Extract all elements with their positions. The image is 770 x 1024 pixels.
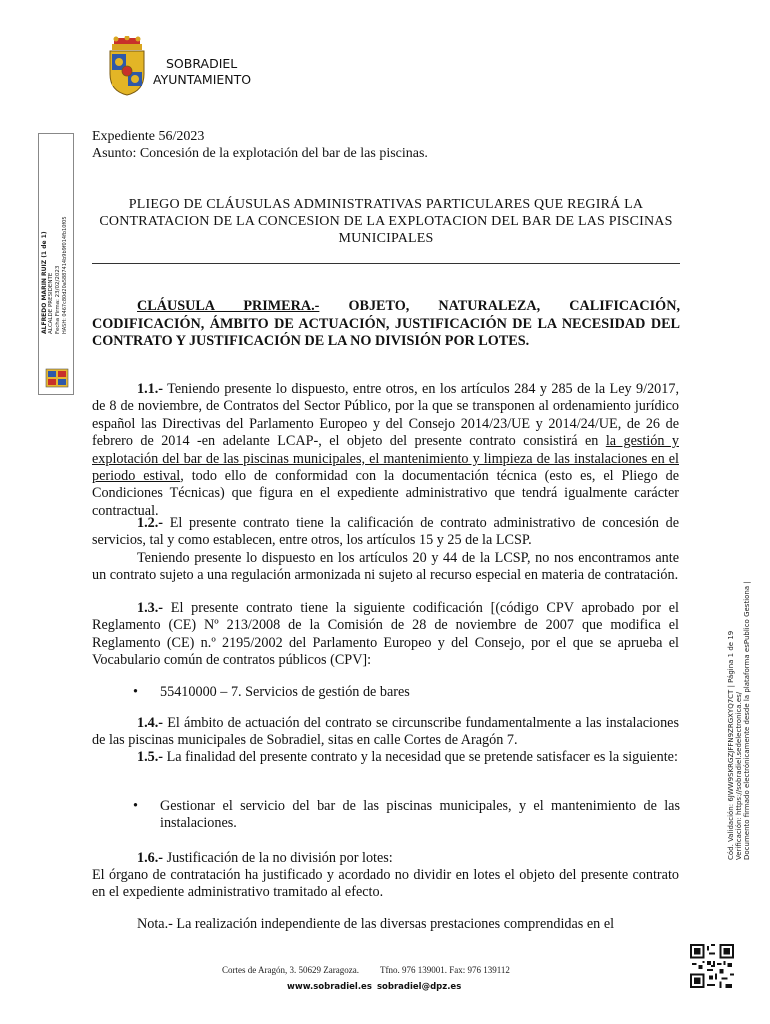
paragraph-number: 1.5.- (137, 749, 164, 765)
bullet-glyph: • (133, 798, 138, 814)
paragraph-text: El presente contrato tiene la calificación de contrato administrativo de concesión de servicios, tal y como establecen, entre otros, los artículos 15 y 25 de la LCSP. (92, 515, 679, 549)
stamp-hash: HASH: 0467c80d20a5887414b9b9f014fb10f05 (62, 216, 68, 334)
stamp-date: Fecha Firma: 23/02/2023 (55, 265, 61, 334)
paragraph-text: Justificación de la no división por lotes: (163, 850, 393, 866)
paragraph-1-6-b: El órgano de contratación ha justificado y acordado no dividir en lotes el objeto del presente contrato en el expediente administrativo tramitado al efecto. (92, 867, 679, 901)
paragraph-text: El presente contrato tiene la siguiente codificación [(código CPV aprobado por el Reglamento (CE) Nº 213/2008 de la Comisión de 28 de noviembre de 2007 que modifica el Reglamento (CE) n.º 2195/2002 del Parlamento Europeo y del Consejo, por el que se aprueba el Vocabulario común de contratos públicos (CPV]: (92, 600, 679, 669)
coat-of-arms-logo (104, 36, 150, 96)
title-divider (92, 263, 680, 264)
paragraph-number: 1.4.- (137, 715, 164, 731)
org-subname: AYUNTAMIENTO (153, 72, 252, 87)
paragraph-text: La finalidad del presente contrato y la necesidad que se pretende satisfacer es la siguiente: (163, 749, 678, 765)
bullet-glyph: • (133, 684, 138, 700)
clause-heading (92, 298, 680, 351)
paragraph-1-2 (92, 515, 679, 550)
paragraph-1-1 (92, 381, 679, 520)
stamp-signer: ALFREDO MARIN RUIZ (1 de 1) (41, 231, 48, 334)
paragraph-text: Teniendo presente lo dispuesto, entre otros, en los artículos 284 y 285 de la Ley 9/2017, de 8 de noviembre, de Contratos del Sector Público, por la que se transponen al ordenamiento jurídico español las Directivas del Parlamento Europeo y del Consejo 2014/23/UE y 2014/24/UE, de 26 de febrero de 2014 -en adelante LCAP-, el objeto del presente contrato consistirá en (92, 381, 679, 450)
paragraph-number: 1.2.- (137, 515, 164, 531)
paragraph-1-6 (92, 850, 679, 867)
qr-code (690, 944, 734, 993)
footer-email-link[interactable]: sobradiel@dpz.es (377, 982, 462, 992)
purpose-item: Gestionar el servicio del bar de las piscinas municipales, y el mantenimiento de las instalaciones. (160, 798, 680, 832)
stamp-role: ALCALDE PRESIDENTE (48, 272, 54, 334)
paragraph-number: 1.1.- (137, 381, 164, 397)
paragraph-number: 1.3.- (137, 600, 164, 616)
paragraph-text: El ámbito de actuación del contrato se circunscribe fundamentalmente a las instalaciones de las piscinas municipales de Sobradiel, sitas en calle Cortes de Aragón 7. (92, 715, 679, 749)
paragraph-text: , todo ello de conformidad con la documentación técnica (esto es, el Pliego de Condiciones Técnicas) que figura en el expediente administrativo que tendrá igualmente carácter contractual. (92, 468, 679, 519)
subject-line: Asunto: Concesión de la explotación del bar de las piscinas. (92, 146, 428, 161)
paragraph-1-5 (92, 749, 679, 766)
footer-address: Cortes de Aragón, 3. 50629 Zaragoza. (222, 965, 359, 975)
contract-object-text: la gestión y explotación del bar de las piscinas municipales, el mantenimiento y limpieza de las instalaciones en el periodo estival (92, 433, 679, 485)
paragraph-1-2-b: Teniendo presente lo dispuesto en los artículos 20 y 44 de la LCSP, no nos encontramos ante un contrato sujeto a una regulación armonizada ni sujeto al recurso especial en materia de contratación. (92, 550, 679, 584)
footer-phone: Tfno. 976 139001. Fax: 976 139112 (380, 965, 510, 975)
paragraph-1-4 (92, 715, 679, 750)
signed-platform-note: Documento firmado electrónicamente desde la plataforma esPublico Gestiona | (743, 581, 751, 860)
clause-title: OBJETO, NATURALEZA, CALIFICACIÓN, CODIFICACIÓN, ÁMBITO DE ACTUACIÓN, JUSTIFICACIÓN DE LA NECESIDAD DEL CONTRATO Y JUSTIFICACIÓN DE LA NO DIVISIÓN POR LOTES. (92, 298, 681, 349)
validation-code: Cód. Validación: 6JWW9SKRGZJFFN9ZRGXYQ7CT | Página 1 de 19 (727, 630, 735, 860)
cpv-code-item: 55410000 – 7. Servicios de gestión de bares (160, 684, 410, 700)
paragraph-1-3 (92, 600, 679, 670)
verification-url: Verificación: https://sobradiel.sedelectronica.es/ (735, 691, 743, 860)
org-name: SOBRADIEL (166, 56, 238, 71)
stamp-seal-icon (45, 368, 69, 393)
paragraph-number: 1.6.- (137, 850, 164, 866)
note-paragraph: Nota.- La realización independiente de las diversas prestaciones comprendidas en el (137, 916, 615, 932)
clause-label: CLÁUSULA PRIMERA.- (137, 298, 320, 314)
document-title: PLIEGO DE CLÁUSULAS ADMINISTRATIVAS PARTICULARES QUE REGIRÁ LA CONTRATACION DE LA CONCESION DE LA EXPLOTACION DEL BAR DE LAS PISCINAS MUNICIPALES (99, 197, 673, 246)
expediente-number: Expediente 56/2023 (92, 129, 205, 144)
footer-website-link[interactable]: www.sobradiel.es (287, 982, 372, 992)
signature-stamp (38, 133, 74, 395)
